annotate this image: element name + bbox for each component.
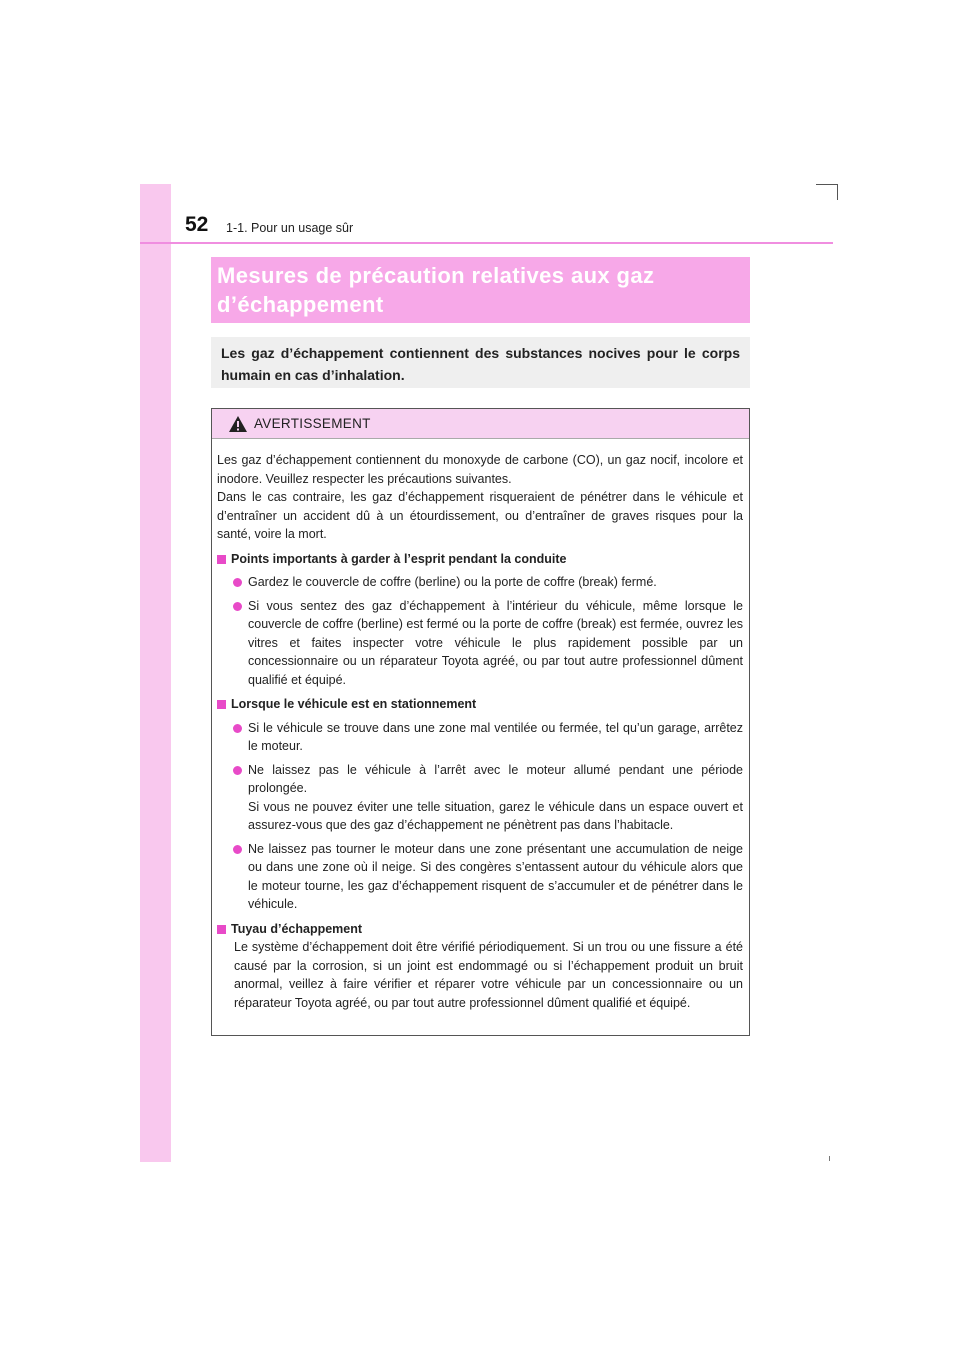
subsection-heading: Lorsque le véhicule est en stationnement bbox=[217, 695, 743, 714]
list-item: Ne laissez pas le véhicule à l’arrêt avec le moteur allumé pendant une période prolongée. Si vous ne pouvez éviter une telle situation, garez le véhicule dans un espace ouvert et assurez-vous que des gaz d’échappement ne pénètrent pas dans l’habitacle. bbox=[217, 761, 743, 835]
section-title-line1: Mesures de précaution relatives aux gaz bbox=[217, 263, 655, 288]
circle-bullet-icon bbox=[233, 602, 242, 611]
crop-mark bbox=[837, 184, 838, 200]
square-bullet-icon bbox=[217, 555, 226, 564]
warning-box bbox=[211, 408, 750, 1036]
warning-intro: Les gaz d’échappement contiennent du monoxyde de carbone (CO), un gaz nocif, incolore et inodore. Veuillez respecter les précautions suivantes. bbox=[217, 453, 743, 486]
side-color-band bbox=[140, 184, 171, 1162]
list-item: Si vous sentez des gaz d’échappement à l’intérieur du véhicule, même lorsque le couvercle de coffre (berline) est fermé ou la porte de coffre (break) est fermée, ouvrez les vitres et faites inspecter votre véhicule le plus rapidement possible par un concessionnaire ou un réparateur Toyota agréé, ou par tout autre professionnel dûment qualifié et équipé. bbox=[217, 597, 743, 690]
page-number: 52 bbox=[185, 213, 209, 236]
square-bullet-icon bbox=[217, 925, 226, 934]
subsection-heading: Points importants à garder à l’esprit pendant la conduite bbox=[217, 550, 743, 569]
crop-mark bbox=[816, 184, 838, 185]
summary-text: Les gaz d’échappement contiennent des substances nocives pour le corps humain en cas d’inhalation. bbox=[221, 345, 740, 383]
circle-bullet-icon bbox=[233, 766, 242, 775]
warning-intro: Dans le cas contraire, les gaz d’échappement risqueraient de pénétrer dans le véhicule et d’entraîner un accident dû à un étourdissement, ou d’entraîner de graves risques pour la santé, voire la mort. bbox=[217, 490, 743, 541]
warning-body bbox=[212, 439, 749, 1012]
list-item: Gardez le couvercle de coffre (berline) ou la porte de coffre (break) fermé. bbox=[217, 573, 743, 592]
circle-bullet-icon bbox=[233, 845, 242, 854]
subsection-text: Le système d’échappement doit être vérifié périodiquement. Si un trou ou une fissure a été causé par la corrosion, si un joint est endommagé ou si l’échappement produit un bruit anormal, veillez à faire vérifier et réparer votre véhicule par un concessionnaire ou un réparateur Toyota agréé, ou par tout autre professionnel dûment qualifié et équipé. bbox=[234, 940, 743, 1010]
circle-bullet-icon bbox=[233, 724, 242, 733]
section-title-line2: d’échappement bbox=[217, 292, 384, 317]
circle-bullet-icon bbox=[233, 578, 242, 587]
header-divider bbox=[140, 242, 833, 244]
section-title-box bbox=[211, 257, 750, 323]
list-item: Ne laissez pas tourner le moteur dans une zone présentant une accumulation de neige ou dans une zone où il neige. Si des congères s’entassent autour du véhicule alors que le moteur tourne, les gaz d’échappement risquent de s’accumuler et de pénétrer dans le véhicule. bbox=[217, 840, 743, 914]
warning-triangle-icon bbox=[228, 415, 248, 433]
list-item: Si le véhicule se trouve dans une zone mal ventilée ou fermée, tel qu’un garage, arrêtez le moteur. bbox=[217, 719, 743, 756]
subsection-heading: Tuyau d’échappement bbox=[217, 920, 743, 939]
summary-box bbox=[211, 337, 750, 388]
square-bullet-icon bbox=[217, 700, 226, 709]
chapter-heading: 1-1. Pour un usage sûr bbox=[226, 221, 354, 235]
warning-label: AVERTISSEMENT bbox=[254, 416, 371, 431]
crop-mark bbox=[829, 1156, 830, 1161]
warning-header bbox=[212, 409, 749, 439]
